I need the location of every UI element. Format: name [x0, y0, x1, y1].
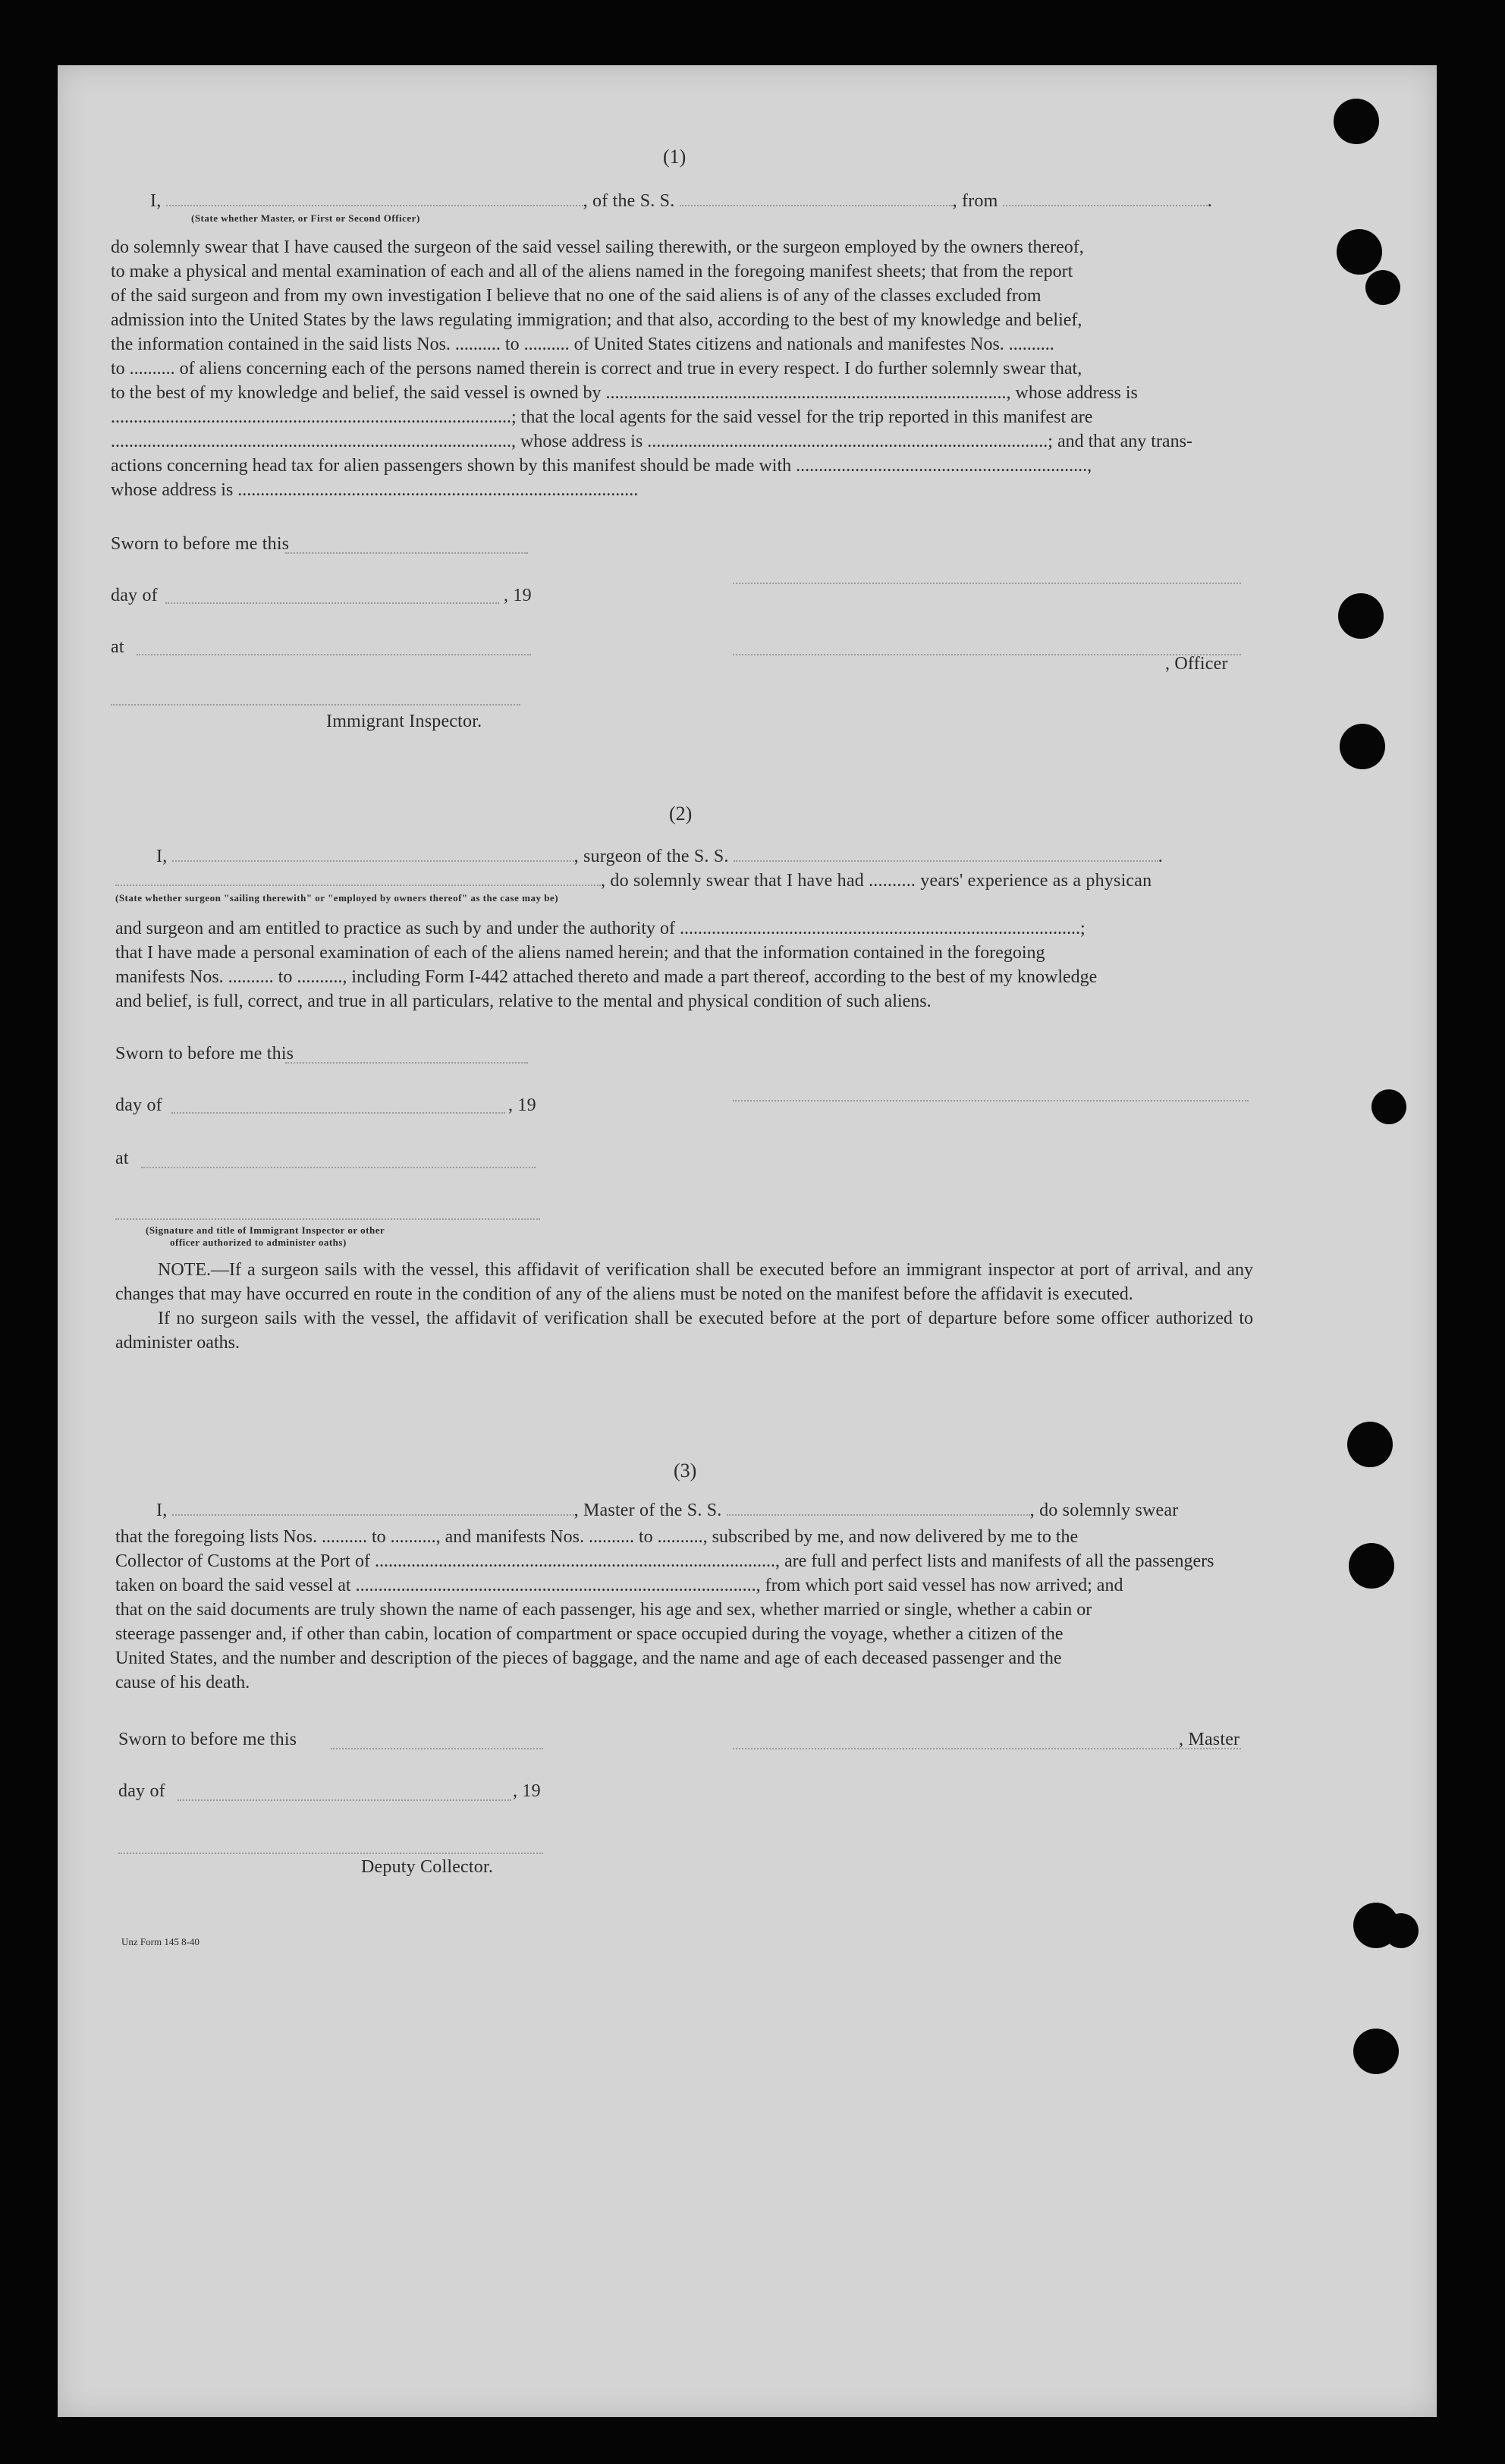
body-line: to .......... of aliens concerning each of the persons named therein is correct and true in every respect. I do further solemnly swear that, — [111, 359, 1082, 379]
signature-line — [733, 1098, 1249, 1102]
section-1-sworn: Sworn to before me this — [111, 534, 290, 554]
body-line: do solemnly swear that I have caused the surgeon of the said vessel sailing therewith, or the surgeon employed by the owners thereof, — [111, 237, 1084, 257]
section-2-sig-caption-2: officer authorized to administer oaths) — [170, 1237, 347, 1248]
section-2-i: I, — [156, 847, 168, 866]
signature-line — [331, 1746, 543, 1749]
section-2-year: , 19 — [508, 1095, 536, 1115]
section-3-year: , 19 — [513, 1781, 541, 1801]
day-line — [171, 1111, 505, 1114]
section-2-at: at — [115, 1149, 129, 1168]
inspector-line — [115, 1217, 540, 1220]
section-2-body — [115, 916, 1253, 1014]
body-line: that I have made a personal examination of each of the aliens named herein; and that the information contained in the foregoing — [115, 943, 1045, 963]
section-2-caption: (State whether surgeon "sailing therewith" or "employed by owners thereof" as the case may be) — [115, 892, 559, 904]
section-2-sworn: Sworn to before me this — [115, 1044, 294, 1064]
body-line: and belief, is full, correct, and true in all particulars, relative to the mental and physical condition of such aliens. — [115, 992, 932, 1011]
body-line: steerage passenger and, if other than cabin, location of compartment or space occupied during the voyage, whether a citizen of the — [115, 1624, 1064, 1644]
at-line — [141, 1165, 536, 1168]
note-paragraph: NOTE.—If a surgeon sails with the vessel, this affidavit of verification shall be executed before an immigrant inspector at port of arrival, and any changes that may have occurred en route in the condition of any of the aliens must be noted on the manifest before the affidavit is executed. — [115, 1260, 1253, 1304]
punch-hole — [1347, 1422, 1393, 1467]
body-line: to the best of my knowledge and belief, the said vessel is owned by ........................................................................................, whose address is — [111, 383, 1138, 403]
at-line — [137, 652, 531, 655]
section-3-swear: , do solemnly swear — [1029, 1501, 1179, 1520]
signature-line — [285, 551, 528, 554]
body-line: Collector of Customs at the Port of ........................................................................................, are full and perfect lists and manifests of all the passengers — [115, 1551, 1214, 1571]
body-line: cause of his death. — [115, 1673, 250, 1692]
section-3-number: (3) — [674, 1460, 697, 1482]
punch-hole — [1337, 229, 1382, 275]
punch-hole — [1371, 1089, 1406, 1124]
body-line: taken on board the said vessel at ........................................................................................, from which port said vessel has now arrived; and — [115, 1576, 1123, 1595]
form-number: Unz Form 145 8-40 — [121, 1936, 200, 1947]
section-1-officer: , Officer — [1165, 654, 1228, 674]
punch-hole — [1338, 593, 1384, 639]
section-2-number: (2) — [669, 803, 693, 825]
punch-hole — [1340, 724, 1385, 769]
section-3-day-of: day of — [118, 1781, 165, 1801]
section-1-caption: (State whether Master, or First or Second Officer) — [191, 212, 420, 224]
section-1-inspector: Immigrant Inspector. — [326, 712, 482, 731]
body-line: to make a physical and mental examination of each and all of the aliens named in the foregoing manifest sheets; that from the report — [111, 262, 1073, 281]
body-line: that the foregoing lists Nos. .......... to .........., and manifests Nos. .......... to .........., subscribed by me, and now delivered by me to the — [115, 1527, 1079, 1547]
punch-hole — [1334, 99, 1379, 144]
section-2-surgeon: , surgeon of the S. S. — [573, 847, 729, 866]
section-1-i: I, — [150, 191, 162, 211]
section-3-sworn: Sworn to before me this — [118, 1730, 297, 1749]
section-3-i: I, — [156, 1501, 168, 1520]
section-3-deputy: Deputy Collector. — [361, 1857, 494, 1877]
section-1-number: (1) — [663, 146, 687, 168]
day-line — [165, 601, 499, 604]
note-paragraph-2: If no surgeon sails with the vessel, the affidavit of verification shall be executed before at the port of departure before some officer authorized to administer oaths. — [115, 1309, 1253, 1353]
signature-line — [733, 581, 1241, 584]
section-2-sig-caption-1: (Signature and title of Immigrant Inspector or other — [146, 1224, 385, 1236]
signature-line — [285, 1061, 528, 1064]
body-line: ........................................................................................; that the local agents for the said vessel for the trip reported in this manifest are — [111, 407, 1093, 427]
section-2-line-2 — [115, 871, 1152, 891]
deputy-line — [118, 1851, 543, 1854]
section-1-header-line: I, , of the S. S. , from . — [150, 191, 1212, 211]
body-line: ........................................................................................, whose address is ........................................................................................; and that any trans- — [111, 432, 1192, 451]
section-1-day-of: day of — [111, 586, 158, 605]
section-1-body — [111, 235, 1249, 502]
body-line: admission into the United States by the laws regulating immigration; and that also, according to the best of my knowledge and belief, — [111, 310, 1082, 330]
section-1-year: , 19 — [504, 586, 532, 605]
section-1-of-ss: , of the S. S. — [583, 191, 675, 211]
section-3-body — [115, 1525, 1253, 1695]
section-2-header-line: I, , surgeon of the S. S. . — [156, 847, 1163, 866]
punch-hole — [1353, 2029, 1399, 2074]
body-line: whose address is ........................................................................................ — [111, 480, 639, 500]
section-3-header-line — [156, 1501, 1178, 1521]
body-line: United States, and the number and description of the pieces of baggage, and the name and age of each deceased passenger and the — [115, 1648, 1062, 1668]
inspector-line — [111, 702, 520, 706]
section-2-day-of: day of — [115, 1095, 162, 1115]
body-line: actions concerning head tax for alien passengers shown by this manifest should be made with ................................................................, — [111, 456, 1092, 476]
manifest-page — [58, 65, 1437, 2417]
body-line: of the said surgeon and from my own investigation I believe that no one of the said aliens is of any of the classes excluded from — [111, 286, 1042, 306]
punch-hole — [1349, 1543, 1394, 1589]
punch-hole — [1384, 1913, 1419, 1948]
body-line: that on the said documents are truly shown the name of each passenger, his age and sex, whether married or single, whether a cabin or — [115, 1600, 1092, 1620]
section-3-master-sig: , Master — [1179, 1730, 1240, 1749]
punch-hole — [1365, 270, 1400, 305]
section-1-from: , from — [952, 191, 998, 211]
section-3-master: , Master of the S. S. — [573, 1501, 722, 1520]
section-2-note — [115, 1258, 1253, 1355]
day-line — [178, 1798, 511, 1801]
body-line: manifests Nos. .......... to .........., including Form I-442 attached thereto and made a part thereof, according to the best of my knowledge — [115, 967, 1098, 987]
body-line: the information contained in the said lists Nos. .......... to .......... of United States citizens and nationals and manifestes Nos. .......... — [111, 335, 1054, 354]
section-1-at: at — [111, 637, 124, 657]
section-2-swear: , do solemnly swear that I have had .......... years' experience as a physican — [601, 871, 1152, 891]
body-line: and surgeon and am entitled to practice as such by and under the authority of ........................................................................................; — [115, 919, 1086, 938]
signature-line — [733, 1746, 1241, 1749]
